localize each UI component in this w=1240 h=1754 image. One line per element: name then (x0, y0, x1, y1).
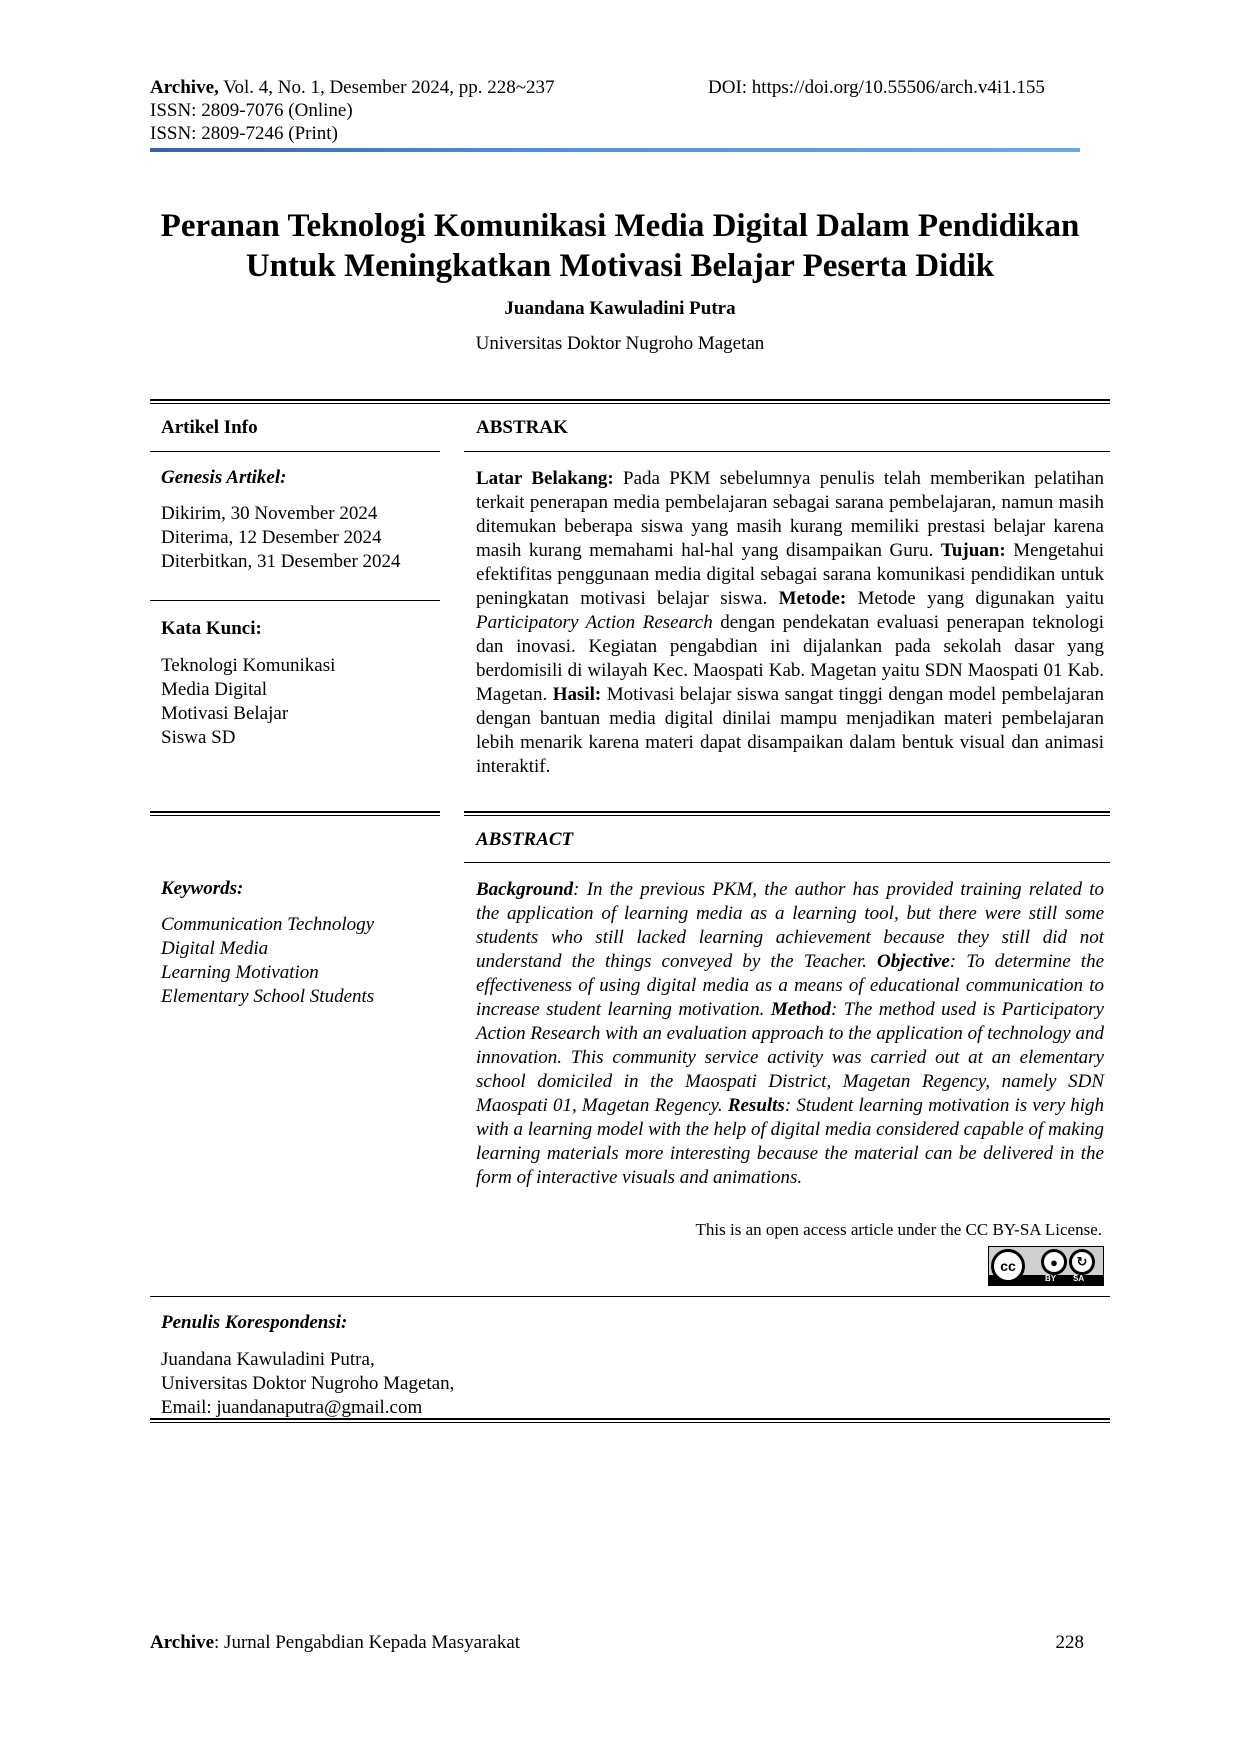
correspondence-heading: Penulis Korespondensi: (161, 1312, 348, 1333)
issn-online: ISSN: 2809-7076 (Online) (150, 100, 353, 121)
journal-citation (150, 76, 555, 99)
title-line-2: Untuk Meningkatkan Motivasi Belajar Peserta Didik (245, 248, 995, 284)
list-item: Siswa SD (161, 727, 236, 748)
share-alike-icon: ↻ (1069, 1249, 1095, 1275)
corr-name: Juandana Kawuladini Putra, (161, 1349, 375, 1370)
cc-icon (991, 1249, 1025, 1283)
list-item: Learning Motivation (161, 962, 319, 983)
divider (150, 1296, 1110, 1297)
genesis-dates (161, 502, 401, 574)
cc-by-sa-badge[interactable] (988, 1246, 1104, 1286)
issn-print: ISSN: 2809-7246 (Print) (150, 123, 338, 144)
page-number: 228 (1055, 1632, 1084, 1653)
list-item: Teknologi Komunikasi (161, 655, 336, 676)
header-rule (150, 148, 1080, 152)
label-method: Method (770, 999, 832, 1020)
title-line-1: Peranan Teknologi Komunikasi Media Digital Dalam Pendidikan (160, 208, 1080, 244)
cc-label: cc (1000, 1258, 1016, 1274)
footer-journal-name: Archive (150, 1632, 215, 1653)
author-name: Juandana Kawuladini Putra (504, 298, 736, 319)
list-item: Communication Technology (161, 914, 375, 935)
text-metode: Metode yang digunakan yaitu (846, 588, 1104, 609)
top-rule (150, 399, 1110, 404)
text-tujuan: Mengetahui efektifitas penggunaan media digital sebagai sarana komunikasi pendidikan untuk peningkatan motivasi belajar siswa. (476, 540, 1104, 609)
list-item: Elementary School Students (161, 986, 375, 1007)
list-item: Digital Media (161, 938, 269, 959)
middle-rule-left (150, 811, 440, 816)
text-hasil: Motivasi belajar siswa sangat tinggi dengan model pembelajaran dengan bantuan media digital dinilai mampu menjadikan materi pembelajaran lebih menarik karena materi dapat disampaikan dalam bentuk visual dan animasi interaktif. (476, 684, 1104, 777)
text-results: : Student learning motivation is very high with a learning model with the help of digital media considered capable of making learning materials more interesting because the material can be delivered in the form of interactive visuals and animations. (476, 1095, 1105, 1188)
keywords-list (161, 913, 374, 1009)
text-latar-belakang: Pada PKM sebelumnya penulis telah memberikan pelatihan terkait penerapan media pembelajaran sebagai sarana pembelajaran, namun masih ditemukan beberapa siswa yang masih kurang memiliki prestasi belajar karena masih kurang memahami hal-hal yang disampaikan Guru. (476, 468, 1105, 561)
list-item: Motivasi Belajar (161, 703, 289, 724)
volume-info: Vol. 4, No. 1, Desember 2024, pp. 228~237 (218, 77, 555, 98)
text-objective: : To determine the effectiveness of using digital media as a means of educational communication to increase student learning motivation. (476, 951, 1104, 1020)
label-hasil: Hasil: (552, 684, 602, 705)
bottom-rule (150, 1418, 1110, 1423)
divider (150, 600, 440, 601)
label-latar-belakang: Latar Belakang: (476, 468, 614, 489)
text-method: : The method used is Participatory Action Research with an evaluation approach to the application of technology and innovation. This community service activity was carried out at an elementary school domiciled in the Maospati District, Magetan Regency, namely SDN Maospati 01, Magetan Regency. (476, 999, 1104, 1116)
journal-name: Archive, (150, 77, 219, 98)
label-objective: Objective (877, 951, 950, 972)
correspondence-details (161, 1348, 454, 1420)
doi[interactable]: DOI: https://doi.org/10.55506/arch.v4i1.155 (708, 77, 1045, 98)
label-tujuan: Tujuan: (940, 540, 1006, 561)
abstract-heading: ABSTRACT (476, 829, 574, 850)
license-text: This is an open access article under the CC BY-SA License. (695, 1220, 1102, 1239)
label-metode: Metode: (778, 588, 847, 609)
paper-title (140, 206, 1100, 286)
genesis-heading: Genesis Artikel: (161, 467, 287, 488)
kata-kunci-list (161, 654, 335, 750)
footer-journal-subtitle: : Jurnal Pengabdian Kepada Masyarakat (214, 1632, 521, 1653)
by-label: BY (1045, 1274, 1057, 1283)
label-background: Background (476, 879, 574, 900)
corr-email[interactable]: Email: juandanaputra@gmail.com (161, 1397, 423, 1418)
keywords-heading: Keywords: (161, 878, 244, 899)
text-metode-2: dengan pendekatan evaluasi penerapan teknologi dan inovasi. Kegiatan pengabdian ini dijalankan pada sekolah dasar yang berdomisili di wilayah Kec. Maospati Kab. Magetan yaitu SDN Maospati 01 Kab. Magetan. (476, 612, 1104, 705)
abstract-body (476, 878, 1104, 1190)
label-results: Results (727, 1095, 785, 1116)
attribution-icon: ● (1041, 1249, 1067, 1275)
author-affiliation: Universitas Doktor Nugroho Magetan (475, 333, 765, 354)
abstrak-heading: ABSTRAK (476, 417, 568, 438)
sa-label: SA (1073, 1274, 1085, 1283)
article-info-heading: Artikel Info (161, 417, 258, 438)
divider (464, 862, 1110, 863)
date-submitted: Dikirim, 30 November 2024 (161, 503, 378, 524)
abstrak-body (476, 467, 1104, 779)
text-par: Participatory Action Research (476, 612, 713, 633)
date-published: Diterbitkan, 31 Desember 2024 (161, 551, 401, 572)
text-background: : In the previous PKM, the author has provided training related to the application of learning media as a learning tool, but there were still some students who still lacked learning achievement because they still did not understand the things conveyed by the Teacher. (476, 879, 1104, 972)
date-accepted: Diterima, 12 Desember 2024 (161, 527, 382, 548)
footer-journal (150, 1632, 520, 1654)
divider (464, 451, 1110, 452)
middle-rule-right (464, 811, 1110, 816)
list-item: Media Digital (161, 679, 268, 700)
divider (150, 451, 440, 452)
corr-affiliation: Universitas Doktor Nugroho Magetan, (161, 1373, 455, 1394)
kata-kunci-heading: Kata Kunci: (161, 618, 262, 639)
